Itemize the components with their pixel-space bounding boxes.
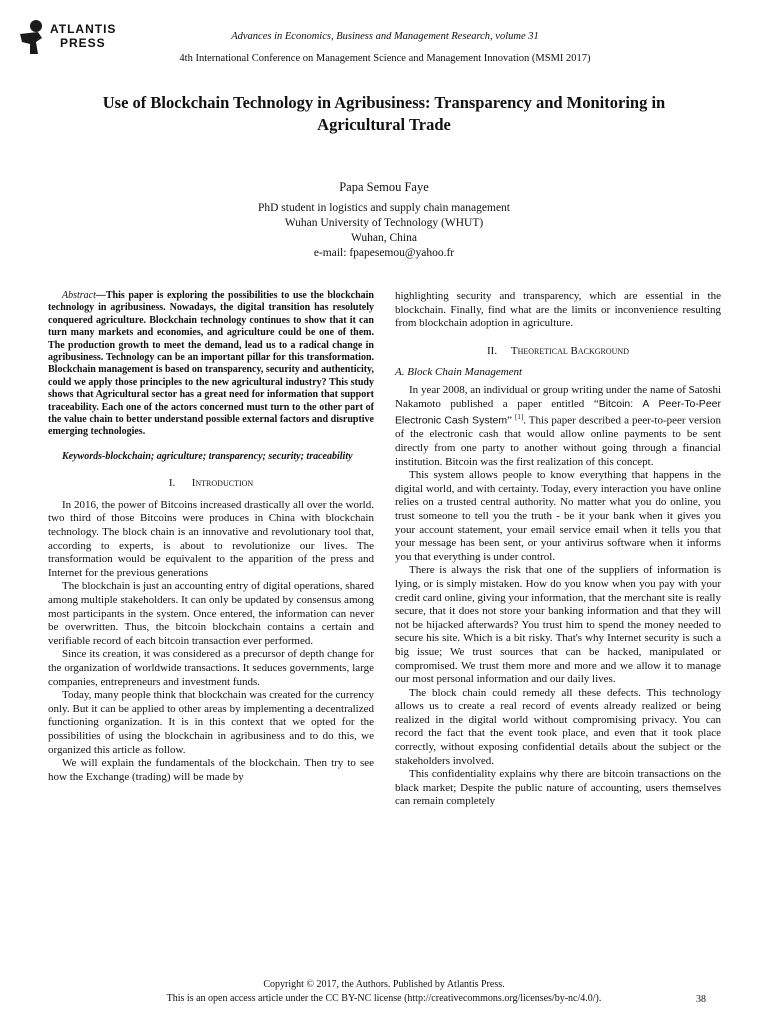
logo-text-atlantis: ATLANTIS: [50, 22, 117, 36]
logo-text-press: PRESS: [60, 36, 106, 50]
paragraph: highlighting security and transparency, which are essential in the blockchain. Finally, find what are the limits or inconvenience resulting from blockchain adoption in agriculture.: [395, 290, 721, 330]
journal-name: Advances in Economics, Business and Management Research, volume 31: [231, 31, 539, 42]
author-email: e-mail: fpapesemou@yahoo.fr: [313, 247, 455, 259]
footer: [100, 978, 668, 1006]
paragraph: The blockchain is just an accounting entry of digital operations, shared among multiple stakeholders. It can only be updated by consensus among most participants in the system. Once entered, the information can never be overwritten. Thus, the bitcoin blockchain contains a certain and verifiable record of each bitcoin transaction ever performed.: [48, 580, 374, 647]
author-name: Papa Semou Faye: [339, 180, 429, 194]
section-heading-background: II. Theoretical Background: [487, 344, 629, 357]
right-column: [395, 290, 721, 809]
keywords: Keywords-blockchain; agriculture; transparency; security; traceability: [62, 450, 353, 462]
paragraph: This system allows people to know everything that happens in the digital world, and with certainty. Today, every interaction you have online relies on a trusted central authority. No matter what you do online, you trust someone to tell you the truth - be it your bank when it gives you your account statement, your email service email when it tells you that your message has been sent, or your antivirus software when it informs you that everything is under control.: [395, 469, 721, 563]
abstract: [48, 290, 374, 439]
paragraph: We will explain the fundamentals of the blockchain. Then try to see how the Exchange (trading) will be made by: [48, 757, 374, 783]
paragraph: In 2016, the power of Bitcoins increased drastically all over the world. two third of those Bitcoins were produces in China with blockchain technology. The block chain is an innovative and revolutionary tool that, according to experts, is about to revolutionize our lives. The transformation would be equivalent to the apparition of the press and Internet for the previous generations: [48, 498, 374, 579]
paragraph: In year 2008, an individual or group writing under the name of Satoshi Nakamoto published a paper entitled “Bitcoin: A Peer-To-Peer Electronic Cash System” [1]. This paper described a peer-to-peer version of the electronic cash that would allow online payments to be sent directly from one party to another without going through a financial institution. Bitcoin was the first realization of this concept.: [395, 383, 722, 468]
section-heading-introduction: I. Introduction: [168, 477, 254, 490]
publisher-logo: [16, 18, 126, 58]
paragraph: Today, many people think that blockchain was created for the currency only. But it can be applied to other areas by implementing a decentralized functioning organization. It is in this context that we opted for the possibilities of using the blockchain in agribusiness and to do this, we organized this article as follow.: [48, 689, 374, 756]
paragraph: This confidentiality explains why there are bitcoin transactions on the black market; Despite the public nature of accounting, users themselves can remain completely: [395, 768, 721, 808]
author-block: [200, 180, 568, 261]
cited-title: Bitcoin: A Peer-To-Peer Electronic Cash System: [395, 397, 721, 427]
atlas-figure-icon: [16, 18, 48, 56]
author-university: Wuhan University of Technology (WHUT): [284, 217, 484, 229]
author-affiliation: PhD student in logistics and supply chain management: [257, 202, 510, 214]
paragraph: The block chain could remedy all these defects. This technology allows us to create a real record of events already realized or being realized in the digital world without compromising privacy. You can record the fact that the event took place, and even that it took place correctly, without exposing confidential details about the subject or the stakeholders involved.: [395, 686, 721, 767]
license-line: This is an open access article under the CC BY-NC license (http://creativecommons.org/licenses/by-nc/4.0/).: [166, 993, 602, 1004]
left-column: [48, 290, 374, 784]
page-number: 38: [696, 994, 706, 1005]
conference-name: 4th International Conference on Management Science and Management Innovation (MSMI 2017): [179, 53, 591, 64]
paper-title: Use of Blockchain Technology in Agribusiness: Transparency and Monitoring in Agricultural Trade: [102, 93, 666, 134]
author-location: Wuhan, China: [351, 232, 417, 244]
reference-mark: [1]: [515, 413, 524, 422]
subsection-heading: A. Block Chain Management: [395, 366, 523, 379]
copyright-line: Copyright © 2017, the Authors. Published by Atlantis Press.: [263, 979, 505, 990]
paragraph: There is always the risk that one of the suppliers of information is lying, or is simply mistaken. How do you know when you pay with your credit card online, giving your information, that the merchant site is really secure, that it does not store your banking information and that they will not be hijacked afterwards? You trust him to spend the money needed to secure his site. Which is a bit risky. That's why Internet security is such a big issue; We trust sources that can be hacked, manipulated or compromised. We trust them more and more and we allow it to manage our most personal information and our daily lives.: [395, 564, 721, 686]
abstract-text: —This paper is exploring the possibilities to use the blockchain technology in agribusiness. Nowadays, the digital transition has resolutely conquered agriculture. Blockchain technology continues to show that it can turn many markets and economies, and agriculture could be one of them. The production growth to meet the demand, lead us to a radical change in agribusiness. Technology can be an important pillar for this transformation. Blockchain management is based on transparency, security and authenticity, could we apply those principles to the new agricultural industry? This study shows that Agricultural sector has a great need for information that support traceability. Each one of the actors concerned must turn to the other part of the value chain to better understand possible external factors and disruptive emerging technologies.: [48, 290, 374, 438]
abstract-label: Abstract: [62, 290, 96, 301]
paragraph: Since its creation, it was considered as a precursor of depth change for the organization of worldwide transactions. It seduces governments, large companies, entrepreneurs and investment funds.: [48, 648, 374, 688]
